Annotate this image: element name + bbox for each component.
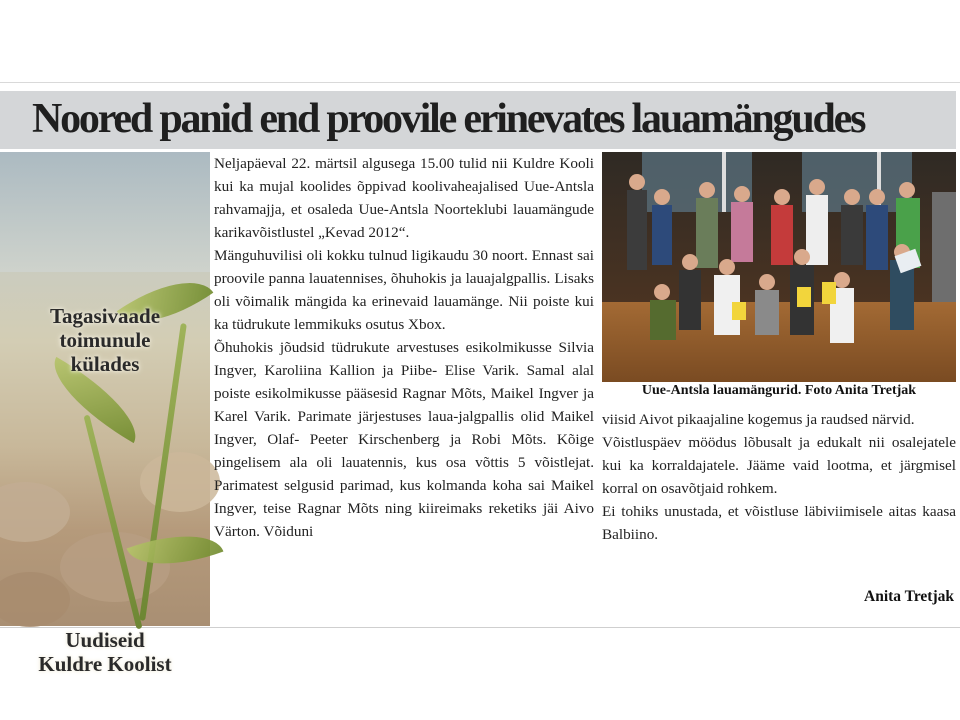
newspaper-clipping [0, 82, 960, 676]
sidebar-title-line: külades [70, 352, 140, 376]
group-photo-illustration [602, 152, 956, 382]
sidebar-section-subtitle [0, 628, 210, 676]
article-author: Anita Tretjak [864, 588, 954, 605]
sidebar-subtitle-line: Uudiseid [65, 628, 145, 652]
sidebar-title-line: Tagasivaade [49, 304, 161, 328]
article-paragraph: Võistluspäev möödus lõbusalt ja edukalt nii osalejatele kui ka korraldajatele. Jääme vaid lootma, et järgmisel korral on osavõtjaid rohkem. [602, 434, 956, 497]
sidebar-title-line: toimunule [59, 328, 151, 352]
pebble [140, 452, 220, 512]
pebble [0, 482, 70, 542]
article-paragraph: viisid Aivot pikaajaline kogemus ja raudsed närvid. [602, 411, 915, 428]
article-column-right [602, 408, 956, 546]
article-column-left [214, 152, 594, 626]
article-headline: Noored panid end proovile erinevates lauamängudes [32, 96, 865, 142]
pebble [0, 572, 70, 627]
sky-backdrop [0, 152, 210, 272]
article-paragraph: Mänguhuvilisi oli kokku tulnud ligikaudu 30 noort. Ennast sai proovile panna lauatennises, õhuhokis ja lauajalgpallis. Lisaks oli võimalik mängida ka erinevaid lauamänge. Nii poiste kui ka tüdrukute lemmikuks osutus Xbox. [214, 247, 594, 333]
sidebar-subtitle-line: Kuldre Koolist [38, 652, 172, 676]
sidebar-decorative-panel [0, 152, 210, 676]
article-paragraph: Ei tohiks unustada, et võistluse läbiviimisele aitas kaasa Balbiino. [602, 503, 956, 543]
photo-caption: Uue-Antsla lauamängurid. Foto Anita Tretjak [641, 383, 917, 398]
article-paragraph: Õhuhokis jõudsid tüdrukute arvestuses esikolmikusse Silvia Ingver, Karoliina Kallion ja Piibe- Elise Varik. Samal alal poiste esikolmikusse pääsesid Ragnar Mõts, Maikel Ingver ja Karel Varik. Parimate järjestuses laua-jalgpallis olid Maikel Ingver, Olaf- Peeter Kirschenberg ja Robi Mõts. Kõige pingelisem ala oli lauatennis, kus osa võttis 5 võistlejat. Parimatest selgusid parimad, kus kolmanda koha sai Maikel Ingver, teise Ragnar Mõts ning kiireimaks reketiks jäi Aivo Värton. Võiduni [214, 339, 594, 540]
headline-bar [0, 91, 956, 149]
article-paragraph: Neljapäeval 22. märtsil algusega 15.00 tulid nii Kuldre Kooli kui ka mujal koolides õppivad koolivaheajalised Uue-Antsla rahvamajja, et osaleda Uue-Antsla Noorteklubi lauamängude karikavõistlustel „Kevad 2012“. [214, 155, 594, 241]
group-photo [602, 152, 956, 382]
sidebar-section-title [0, 304, 210, 376]
